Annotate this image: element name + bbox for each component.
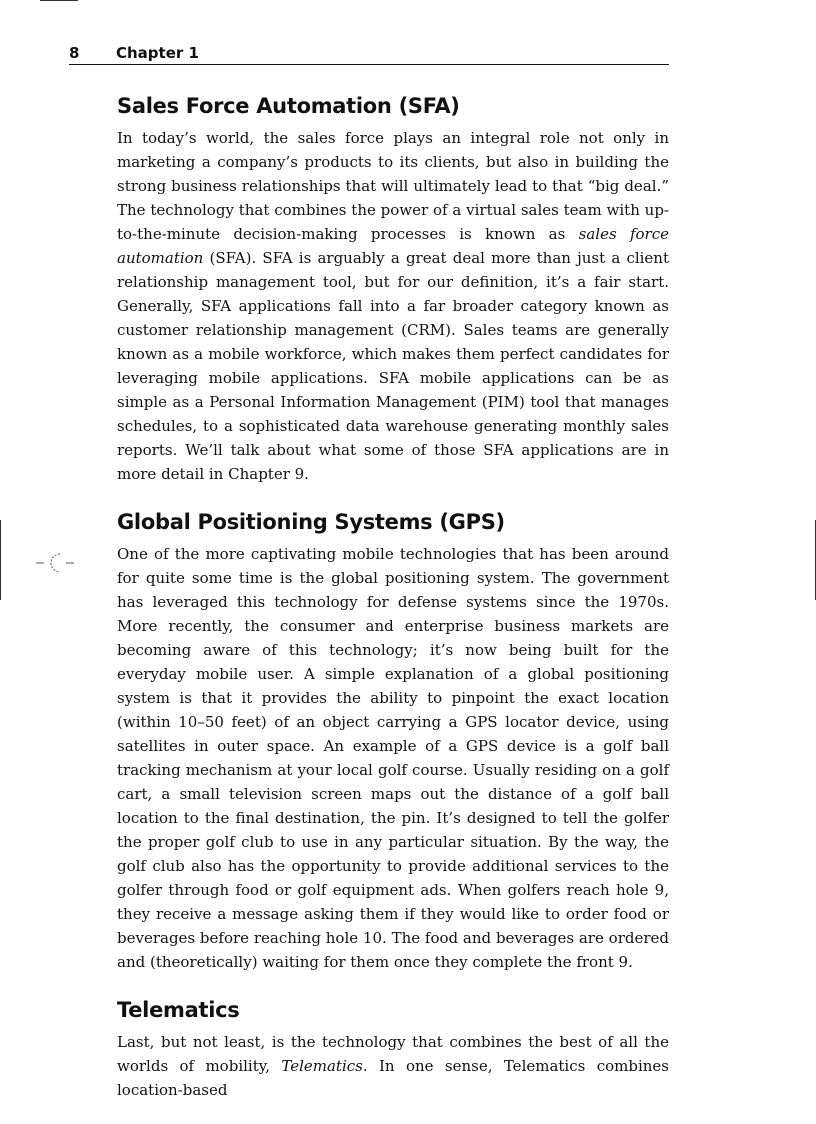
section-heading-gps: Global Positioning Systems (GPS) — [117, 510, 505, 534]
paragraph-gps: One of the more captivating mobile technologies that has been around for quite some time is the global positioning system. The government has leveraged this technology for defense systems since the 1970s. More recently, the consumer and enterprise business markets are becoming aware of this technology; it’s now being built for the everyday mobile user. A simple explanation of a global positioning system is that it provides the ability to pinpoint the exact location (within 10–50 feet) of an object carrying a GPS locator device, using satellites in outer space. An example of a GPS device is a golf ball tracking mechanism at your local golf course. Usually residing on a golf cart, a small television screen maps out the distance of a golf ball location to the final destination, the pin. It’s designed to tell the golfer the proper golf club to use in any particular situation. By the way, the golf club also has the opportunity to provide additional services to the golfer through food or golf equipment ads. When golfers reach hole 9, they receive a message asking them if they would like to order food or beverages before reaching hole 10. The food and beverages are ordered and (theoretically) waiting for them once they complete the front 9. — [117, 545, 669, 971]
section-telematics — [117, 996, 669, 1102]
term-sales-force-automation: sales force automation — [117, 225, 670, 267]
term-telematics: Telematics — [281, 1057, 363, 1075]
crop-mark-left — [0, 520, 1, 600]
section-heading-sfa: Sales Force Automation (SFA) — [117, 94, 460, 118]
crop-mark-top — [40, 0, 78, 1]
section-sfa — [117, 92, 669, 486]
paragraph-telematics-text-2: . In one sense, Telematics combines location-based — [117, 1057, 669, 1099]
section-heading-telematics: Telematics — [117, 998, 240, 1022]
chapter-label: Chapter 1 — [116, 44, 199, 62]
page-number: 8 — [69, 44, 80, 62]
running-header — [69, 44, 669, 65]
page-body — [117, 92, 669, 1124]
paragraph-sfa-text-1: In today’s world, the sales force plays an integral role not only in marketing a company’s products to its clients, but also in building the strong business relationships that will ultimately lead to that “big deal.” The technology that combines the power of a virtual sales team with up-to-the-minute decision-making processes is known as — [117, 129, 669, 243]
paragraph-telematics-text-1: Last, but not least, is the technology that combines the best of all the worlds of mobility, — [117, 1033, 669, 1075]
registration-mark-icon — [30, 548, 80, 578]
paragraph-telematics — [117, 1030, 669, 1102]
section-gps — [117, 508, 669, 974]
paragraph-sfa-text-2: (SFA). SFA is arguably a great deal more than just a client relationship management tool, but for our definition, it’s a fair start. Generally, SFA applications fall into a far broader category known as customer relationship management (CRM). Sales teams are generally known as a mobile workforce, which makes them perfect candidates for leveraging mobile applications. SFA mobile applications can be as simple as a Personal Information Management (PIM) tool that manages schedules, to a sophisticated data warehouse generating monthly sales reports. We’ll talk about what some of those SFA applications are in more detail in Chapter 9. — [117, 249, 669, 483]
paragraph-sfa — [117, 126, 669, 486]
